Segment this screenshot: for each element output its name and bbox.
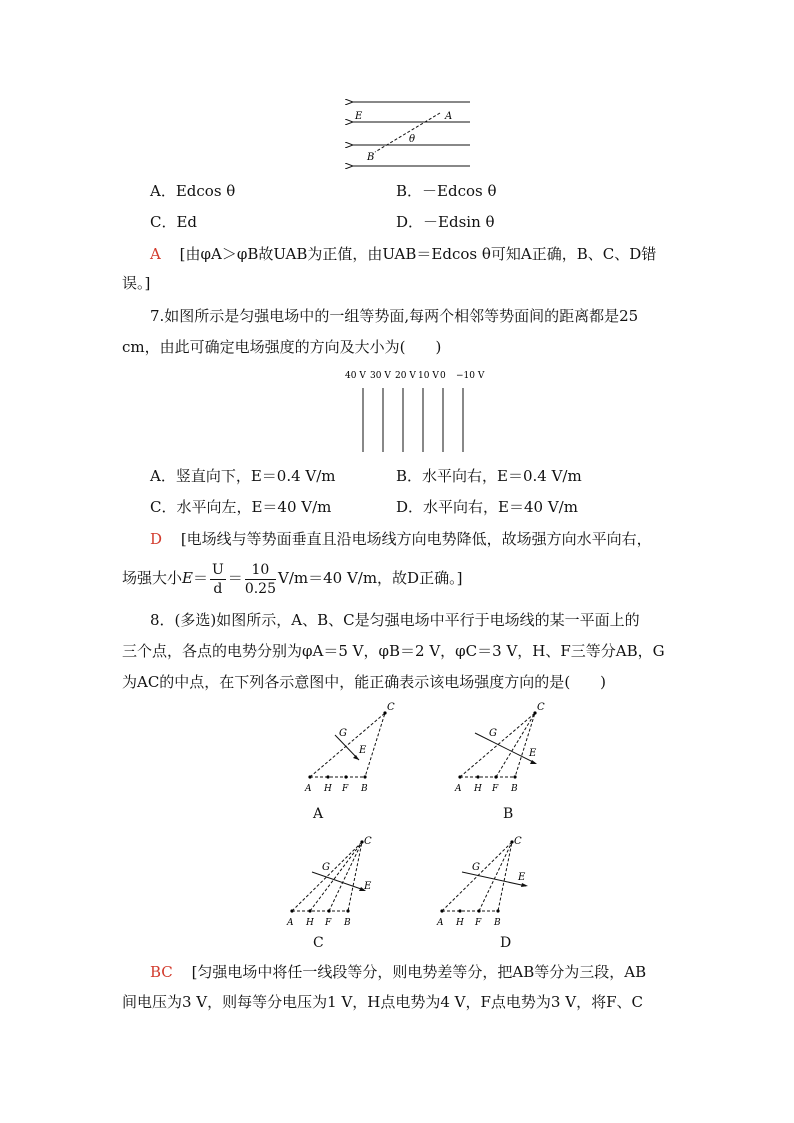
q8-caption-b: B: [503, 806, 514, 822]
svg-text:C: C: [387, 702, 395, 713]
svg-text:H: H: [456, 918, 464, 928]
q8-caption-d: D: [500, 935, 512, 951]
svg-text:B: B: [361, 784, 368, 794]
svg-text:F: F: [475, 918, 482, 928]
q8-explanation-l1: [匀强电场中将任一线段等分，则电势差等分，把AB等分为三段，AB: [191, 963, 647, 981]
potential-label-30: 30 V: [370, 371, 391, 381]
q6-answer: A: [150, 245, 161, 263]
q6-option-a[interactable]: A．Edcos θ: [150, 182, 236, 200]
q6-field-figure: [345, 94, 475, 170]
segment-ab: [375, 113, 440, 152]
q7-answer: D: [150, 530, 163, 548]
q6-option-d[interactable]: D．－Edsin θ: [396, 213, 495, 231]
frac-numerator: 10: [245, 561, 276, 580]
q6-option-c[interactable]: C．Ed: [150, 213, 198, 231]
potential-label-0: 0: [440, 371, 446, 381]
svg-text:A: A: [455, 784, 462, 794]
svg-text:H: H: [306, 918, 314, 928]
svg-text:E: E: [364, 881, 372, 892]
q7-option-a[interactable]: A．竖直向下，E＝0.4 V/m: [150, 467, 336, 485]
q8-explanation: [150, 962, 646, 982]
q8-caption-a: A: [313, 806, 324, 822]
svg-text:F: F: [492, 784, 499, 794]
q8-diagram-d[interactable]: [430, 832, 540, 932]
q6-explanation-l1: [由φA＞φB故UAB为正值，由UAB＝Edcos θ可知A正确，B、C、D错: [179, 245, 657, 263]
q7-option-c[interactable]: C．水平向左，E＝40 V/m: [150, 498, 332, 516]
q8-diagram-a[interactable]: [295, 700, 405, 800]
q7-option-d[interactable]: D．水平向右，E＝40 V/m: [396, 498, 578, 516]
q8-caption-c: C: [313, 935, 324, 951]
q7-equipotential-figure: [340, 366, 490, 456]
svg-text:B: B: [511, 784, 518, 794]
fraction-u-over-d: [210, 561, 226, 598]
frac-numerator: U: [211, 561, 224, 578]
q8-stem-l3: 为AC的中点，在下列各示意图中，能正确表示该电场强度方向的是( ): [122, 673, 607, 691]
q8-answer: BC: [150, 963, 173, 981]
q7-explanation-l2: 场强大小E＝ $\frac{U}{d}$ ＝ $\frac{10}{0.25}$ V/m＝40 V/m，故D正确。]: [122, 561, 463, 597]
potential-label-20: 20 V: [395, 371, 416, 381]
fraction-10-over-025: [245, 561, 276, 598]
q8-diagram-c[interactable]: [280, 832, 390, 932]
q7-explanation-pre: 场强大小: [122, 569, 183, 587]
q6-explanation-l2: 误。]: [122, 274, 151, 292]
svg-text:H: H: [474, 784, 482, 794]
q7-option-b[interactable]: B．水平向右，E＝0.4 V/m: [396, 467, 582, 485]
q7-explanation-post: V/m＝40 V/m，故D正确。]: [277, 569, 463, 587]
svg-text:C: C: [364, 836, 372, 847]
svg-text:E: E: [529, 748, 537, 759]
label-a: A: [445, 111, 453, 122]
svg-text:F: F: [325, 918, 332, 928]
svg-text:A: A: [437, 918, 444, 928]
potential-label-neg10: −10 V: [456, 371, 485, 381]
frac-denominator: 0.25: [244, 580, 276, 597]
svg-text:H: H: [324, 784, 332, 794]
svg-text:A: A: [305, 784, 312, 794]
svg-text:C: C: [537, 702, 545, 713]
q7-explanation-l1: [电场线与等势面垂直且沿电场线方向电势降低，故场强方向水平向右，: [180, 530, 652, 548]
svg-text:E: E: [359, 745, 367, 756]
svg-text:G: G: [472, 862, 480, 873]
svg-text:B: B: [344, 918, 351, 928]
svg-text:F: F: [342, 784, 349, 794]
svg-text:A: A: [287, 918, 294, 928]
q8-stem-l1: 8．(多选)如图所示，A、B、C是匀强电场中平行于电场线的某一平面上的: [150, 611, 640, 629]
svg-text:G: G: [339, 728, 347, 739]
label-b: B: [367, 152, 375, 163]
svg-text:B: B: [494, 918, 501, 928]
svg-text:E: E: [518, 872, 526, 883]
q7-explanation: [150, 529, 652, 549]
q8-explanation-l2: 间电压为3 V，则每等分电压为1 V，H点电势为4 V，F点电势为3 V，将F、C: [122, 993, 643, 1011]
potential-label-40: 40 V: [345, 371, 366, 381]
svg-text:G: G: [489, 728, 497, 739]
q8-stem-l2: 三个点，各点的电势分别为φA＝5 V，φB＝2 V，φC＝3 V，H、F三等分AB，G: [122, 642, 665, 660]
svg-text:C: C: [514, 836, 522, 847]
q8-diagram-b[interactable]: [445, 700, 555, 800]
potential-label-10: 10 V: [418, 371, 439, 381]
q7-stem-l1: 7.如图所示是匀强电场中的一组等势面,每两个相邻等势面间的距离都是25: [150, 307, 639, 325]
q7-stem-l2: cm，由此可确定电场强度的方向及大小为( ): [122, 338, 442, 356]
svg-text:G: G: [322, 862, 330, 873]
label-theta: θ: [409, 134, 416, 145]
label-e: E: [355, 111, 363, 122]
q6-explanation: [150, 244, 656, 264]
frac-denominator: d: [213, 580, 223, 597]
q6-option-b[interactable]: B．－Edcos θ: [396, 182, 497, 200]
